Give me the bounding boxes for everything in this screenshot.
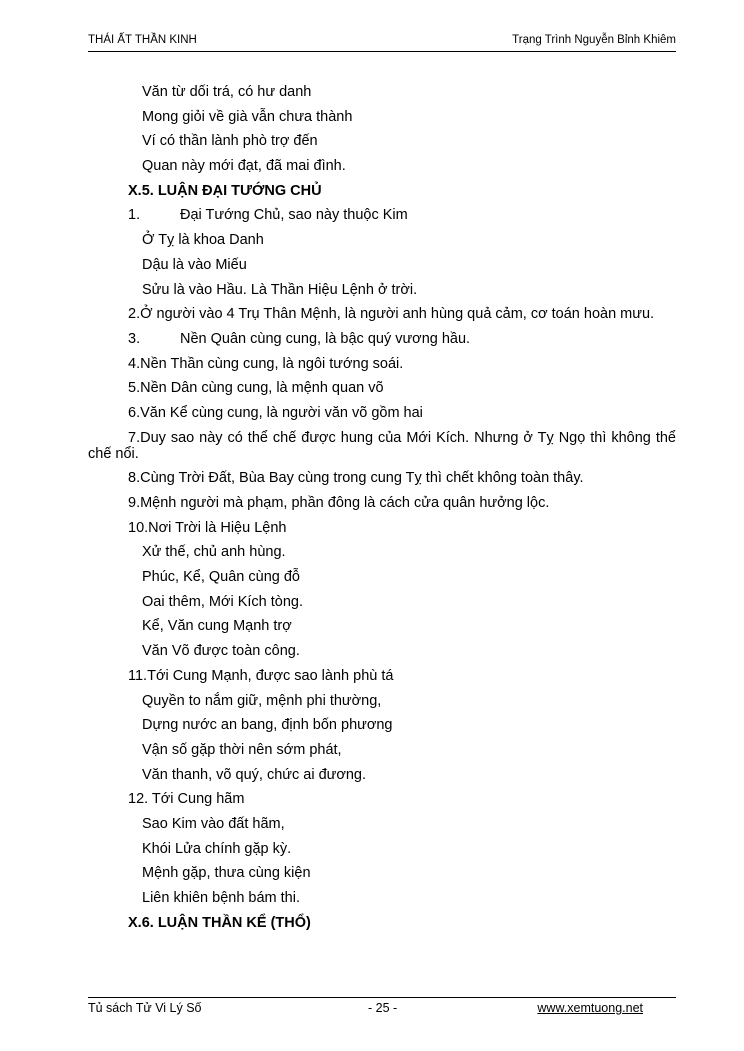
- header-title: THÁI ẤT THẦN KINH: [88, 34, 197, 46]
- list-item-12: 12. Tới Cung hãm: [128, 791, 245, 808]
- verse-line: Liên khiên bệnh bám thi.: [142, 890, 300, 906]
- page-header: [88, 32, 676, 52]
- list-item-text: Nền Quân cùng cung, là bậc quý vương hầu.: [180, 330, 471, 347]
- verse-line: Phúc, Kể, Quân cùng đỗ: [142, 569, 300, 586]
- verse-line: Mong giỏi về già vẫn chưa thành: [142, 108, 353, 125]
- list-item-2: 2.Ở người vào 4 Trụ Thân Mệnh, là người anh hùng quả cảm, cơ toán hoàn mưu.: [128, 306, 655, 323]
- list-item-5: 5.Nền Dân cùng cung, là mệnh quan võ: [128, 380, 384, 397]
- list-item-11: 11.Tới Cung Mạnh, được sao lành phù tá: [128, 667, 394, 684]
- list-item-8: 8.Cùng Trời Đất, Bùa Bay cùng trong cung Tỵ thì chết không toàn thây.: [128, 470, 584, 487]
- verse-line: Quan này mới đạt, đã mai đình.: [142, 158, 346, 175]
- verse-line: Văn thanh, võ quý, chức ai đương.: [142, 766, 366, 783]
- list-item-number: 3.: [128, 330, 141, 347]
- verse-line: Dựng nước an bang, định bốn phương: [142, 717, 393, 734]
- list-item-1: [88, 203, 676, 228]
- verse-line: Xử thế, chủ anh hùng.: [142, 544, 286, 561]
- list-item-3: [88, 327, 676, 352]
- verse-line: Dậu là vào Miếu: [142, 256, 247, 273]
- section-heading-x6: X.6. LUẬN THẦN KỂ (THỔ): [128, 914, 311, 931]
- list-item-9: 9.Mệnh người mà phạm, phần đông là cách cửa quân hưởng lộc.: [128, 495, 550, 511]
- verse-line: Mệnh gặp, thưa cùng kiện: [142, 865, 311, 882]
- verse-line: Sửu là vào Hầu. Là Thần Hiệu Lệnh ở trời.: [142, 281, 418, 298]
- verse-line: Vận số gặp thời nên sớm phát,: [142, 741, 342, 758]
- list-item-10: 10.Nơi Trời là Hiệu Lệnh: [128, 519, 287, 536]
- list-item-7: 7.Duy sao này có thể chế được hung của Mới Kích. Nhưng ở Tỵ Ngọ thì không thể chế nổi.: [88, 429, 676, 462]
- verse-line: Văn từ dối trá, có hư danh: [142, 84, 312, 100]
- page-content: [88, 80, 676, 935]
- list-item-text: Đại Tướng Chủ, sao này thuộc Kim: [180, 207, 408, 224]
- list-item-6: 6.Văn Kể cùng cung, là người văn võ gồm hai: [128, 404, 423, 421]
- verse-line: Ví có thần lành phò trợ đến: [142, 133, 318, 150]
- page-footer: [88, 997, 676, 1020]
- list-item-number: 1.: [128, 207, 141, 224]
- footer-link[interactable]: www.xemtuong.net: [537, 1001, 643, 1015]
- section-heading-x5: X.5. LUẬN ĐẠI TƯỚNG CHỦ: [128, 182, 322, 199]
- footer-series: Tủ sách Tử Vi Lý Số: [88, 1001, 202, 1015]
- verse-line: Kể, Văn cung Mạnh trợ: [142, 618, 292, 635]
- header-author: Trạng Trình Nguyễn Bỉnh Khiêm: [512, 34, 676, 46]
- page-number: - 25 -: [368, 1001, 398, 1015]
- verse-line: Quyền to nắm giữ, mệnh phi thường,: [142, 692, 382, 709]
- verse-line: Sao Kim vào đất hãm,: [142, 815, 285, 832]
- verse-line: Ở Tỵ là khoa Danh: [142, 232, 264, 249]
- list-item-4: 4.Nền Thần cùng cung, là ngôi tướng soái.: [128, 355, 404, 372]
- verse-line: Khói Lửa chính gặp kỳ.: [142, 840, 292, 857]
- verse-line: Văn Võ được toàn công.: [142, 643, 300, 660]
- verse-line: Oai thêm, Mới Kích tòng.: [142, 593, 304, 610]
